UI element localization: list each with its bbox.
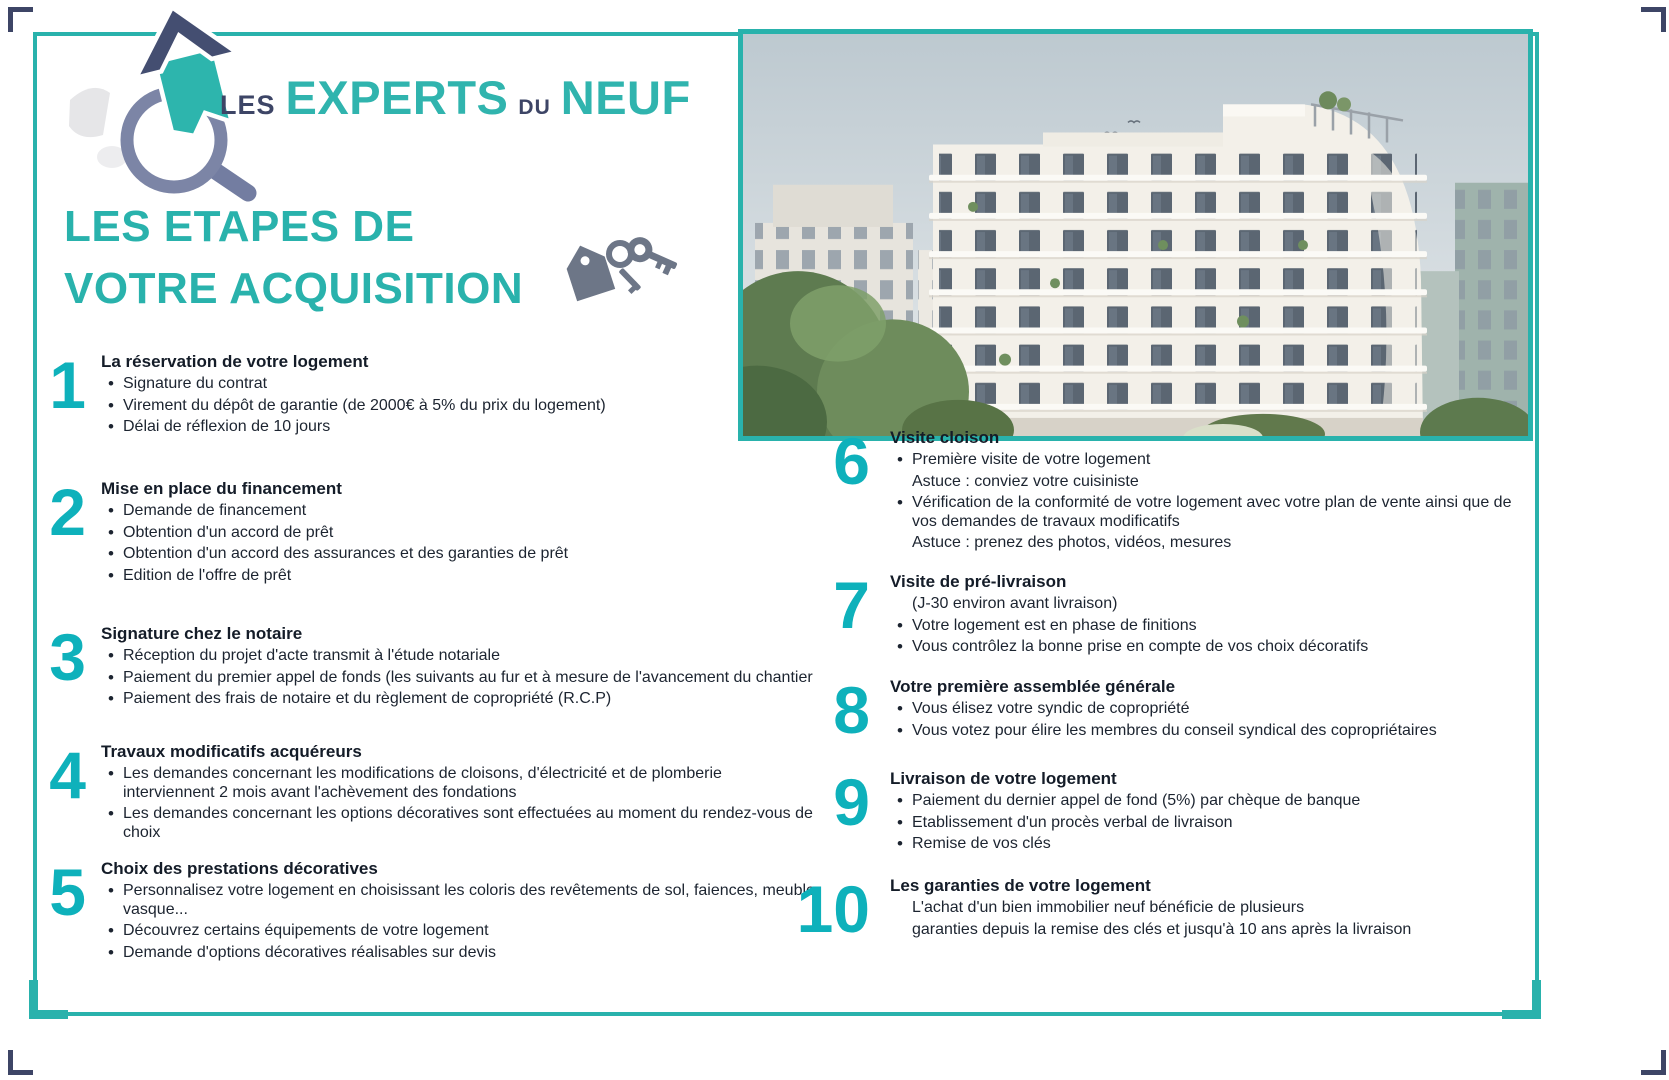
step-number-10: 10 bbox=[796, 872, 870, 946]
page-corner-mark-bottom-right bbox=[1641, 1050, 1666, 1075]
step-bullet: • Etablissement d'un procès verbal de livraison bbox=[890, 814, 1360, 833]
steps-column-left bbox=[40, 0, 850, 1080]
step-items bbox=[101, 765, 816, 842]
step-4 bbox=[40, 740, 816, 842]
step-items bbox=[890, 700, 1437, 740]
step-items bbox=[101, 882, 816, 962]
step-title: Mise en place du financement bbox=[101, 479, 342, 498]
step-bullet: • Les demandes concernant les modifications de cloisons, d'électricité et de plomberie interviennent 2 mois avant l'achèvement des fondations bbox=[101, 765, 816, 802]
step-note: (J-30 environ avant livraison) bbox=[912, 595, 1118, 612]
step-bullet: • Découvrez certains équipements de votre logement bbox=[101, 922, 816, 941]
steps-column-right bbox=[792, 0, 1532, 1080]
step-number-5: 5 bbox=[49, 855, 86, 929]
step-bullet: • Délai de réflexion de 10 jours bbox=[101, 418, 606, 437]
brand-word-neuf: NEUF bbox=[560, 71, 691, 124]
page-corner-mark-bottom-left bbox=[8, 1050, 33, 1075]
step-bullet: • Les demandes concernant les options décoratives sont effectuées au moment du rendez-vous de choix bbox=[101, 805, 816, 842]
page-corner-mark-top-right bbox=[1641, 7, 1666, 32]
step-bullet: • Vérification de la conformité de votre logement avec votre plan de vente ainsi que de vos demandes de travaux modificatifs bbox=[890, 494, 1532, 531]
step-bullet: • Personnalisez votre logement en choisissant les coloris des revêtements de sol, faiences, meuble vasque... bbox=[101, 882, 816, 919]
brand-word-experts: EXPERTS bbox=[285, 71, 509, 124]
step-items bbox=[101, 647, 813, 709]
step-number-7: 7 bbox=[833, 568, 870, 642]
step-bullet: • Obtention d'un accord de prêt bbox=[101, 524, 568, 543]
step-bullet: • Vous votez pour élire les membres du conseil syndical des copropriétaires bbox=[890, 722, 1437, 741]
step-title: Choix des prestations décoratives bbox=[101, 859, 378, 878]
brand-word-les: LES bbox=[220, 90, 276, 120]
step-items bbox=[890, 595, 1368, 657]
step-note: Astuce : conviez votre cuisiniste bbox=[912, 472, 1139, 490]
step-title: Signature chez le notaire bbox=[101, 624, 303, 643]
step-bullet: • Réception du projet d'acte transmit à l'étude notariale bbox=[101, 647, 813, 666]
step-title: Les garanties de votre logement bbox=[890, 876, 1151, 895]
step-bullet: • Votre logement est en phase de finitions bbox=[890, 617, 1368, 636]
step-bullet: • Demande de financement bbox=[101, 502, 568, 521]
step-6 bbox=[792, 426, 1532, 553]
step-number-2: 2 bbox=[49, 475, 86, 549]
step-title: Votre première assemblée générale bbox=[890, 677, 1176, 696]
step-bullet: • Première visite de votre logement bbox=[890, 451, 1532, 470]
step-bullet: • Paiement des frais de notaire et du règlement de copropriété (R.C.P) bbox=[101, 690, 813, 709]
step-8 bbox=[792, 673, 1437, 747]
step-5 bbox=[40, 857, 816, 962]
step-number-6: 6 bbox=[833, 424, 870, 498]
step-note: Astuce : prenez des photos, vidéos, mesures bbox=[912, 534, 1232, 552]
step-note: L'achat d'un bien immobilier neuf bénéficie de plusieurs bbox=[912, 899, 1305, 916]
step-number-1: 1 bbox=[49, 348, 86, 422]
step-bullet: • Virement du dépôt de garantie (de 2000€ à 5% du prix du logement) bbox=[101, 397, 606, 416]
step-7 bbox=[792, 570, 1368, 657]
step-number-4: 4 bbox=[49, 738, 86, 812]
step-items bbox=[101, 502, 568, 585]
step-title: Visite cloison bbox=[890, 428, 1000, 447]
step-title: Livraison de votre logement bbox=[890, 769, 1117, 788]
step-9 bbox=[792, 767, 1360, 854]
step-bullet: • Vous élisez votre syndic de copropriété bbox=[890, 700, 1437, 719]
brand-word-du: DU bbox=[518, 96, 551, 119]
step-title: La réservation de votre logement bbox=[101, 352, 369, 371]
page-corner-mark-top-left bbox=[8, 7, 33, 32]
step-2 bbox=[40, 477, 568, 585]
step-title: Travaux modificatifs acquéreurs bbox=[101, 742, 362, 761]
step-title: Visite de pré-livraison bbox=[890, 572, 1067, 591]
step-items bbox=[890, 792, 1360, 854]
step-number-9: 9 bbox=[833, 765, 870, 839]
step-3 bbox=[40, 622, 813, 709]
step-items bbox=[890, 451, 1532, 553]
step-bullet: • Paiement du dernier appel de fond (5%) par chèque de banque bbox=[890, 792, 1360, 811]
step-bullet: • Signature du contrat bbox=[101, 375, 606, 394]
step-bullet: • Paiement du premier appel de fonds (les suivants au fur et à mesure de l'avancement du chantier bbox=[101, 669, 813, 688]
step-10 bbox=[792, 872, 1412, 946]
page-title-line1: LES ETAPES DE bbox=[64, 202, 415, 251]
step-number-8: 8 bbox=[833, 673, 870, 747]
step-note: garanties depuis la remise des clés et jusqu'à 10 ans après la livraison bbox=[912, 920, 1412, 938]
step-items bbox=[890, 899, 1411, 939]
page-title-line2: VOTRE ACQUISITION bbox=[64, 264, 524, 314]
step-bullet: • Vous contrôlez la bonne prise en compte de vos choix décoratifs bbox=[890, 638, 1368, 657]
step-bullet: • Demande d'options décoratives réalisables sur devis bbox=[101, 944, 816, 963]
step-1 bbox=[40, 350, 606, 437]
step-items bbox=[101, 375, 606, 437]
step-bullet: • Remise de vos clés bbox=[890, 835, 1360, 854]
step-bullet: • Edition de l'offre de prêt bbox=[101, 567, 568, 586]
step-number-3: 3 bbox=[49, 620, 86, 694]
step-bullet: • Obtention d'un accord des assurances et des garanties de prêt bbox=[101, 545, 568, 564]
